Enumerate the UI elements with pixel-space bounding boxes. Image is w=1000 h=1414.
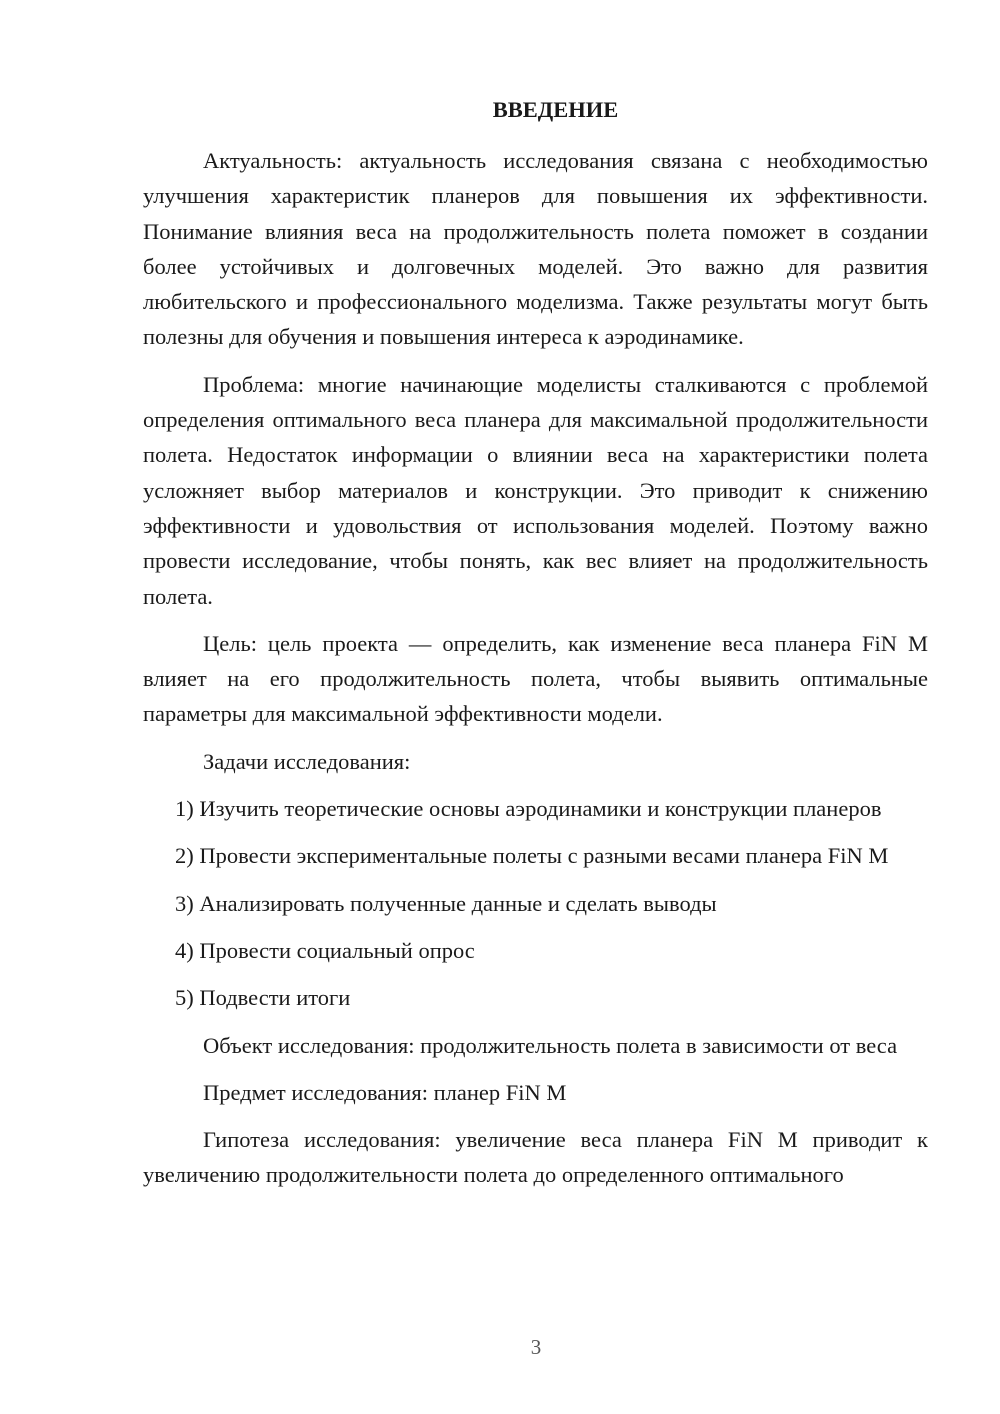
paragraph-problem: Проблема: многие начинающие моделисты сталкиваются с проблемой определения оптимального веса планера для максимальной продолжительности полета. Недостаток информации о влиянии веса на характеристики полета усложняет выбор материалов и конструкции. Это приводит к снижению эффективности и удовольствия от использования моделей. Поэтому важно провести исследование, чтобы понять, как вес влияет на продолжительность полета. [143,371,928,609]
task-item-3: 3) Анализировать полученные данные и сделать выводы [175,890,717,916]
page-number: 3 [530,1335,542,1359]
page-content [143,92,928,1192]
paragraph-subject: Предмет исследования: планер FiN M [203,1079,567,1105]
task-item-1: 1) Изучить теоретические основы аэродинамики и конструкции планеров [175,796,882,822]
task-item-5: 5) Подвести итоги [175,985,351,1011]
page-title: ВВЕДЕНИЕ [492,97,619,122]
paragraph-object: Объект исследования: продолжительность полета в зависимости от веса [203,1032,898,1058]
paragraph-tasks-heading: Задачи исследования: [203,748,411,774]
task-item-2: 2) Провести экспериментальные полеты с разными весами планера FiN M [175,843,889,869]
paragraph-goal: Цель: цель проекта — определить, как изменение веса планера FiN M влияет на его продолжительность полета, чтобы выявить оптимальные параметры для максимальной эффективности модели. [143,630,928,727]
task-item-4: 4) Провести социальный опрос [175,937,475,963]
paragraph-relevance: Актуальность: актуальность исследования связана с необходимостью улучшения характеристик планеров для повышения их эффективности. Понимание влияния веса на продолжительность полета поможет в создании более устойчивых и долговечных моделей. Это важно для развития любительского и профессионального моделизма. Также результаты могут быть полезны для обучения и повышения интереса к аэродинамике. [143,148,928,350]
paragraph-hypothesis: Гипотеза исследования: увеличение веса планера FiN M приводит к увеличению продолжительности полета до определенного оптимального [143,1127,928,1188]
